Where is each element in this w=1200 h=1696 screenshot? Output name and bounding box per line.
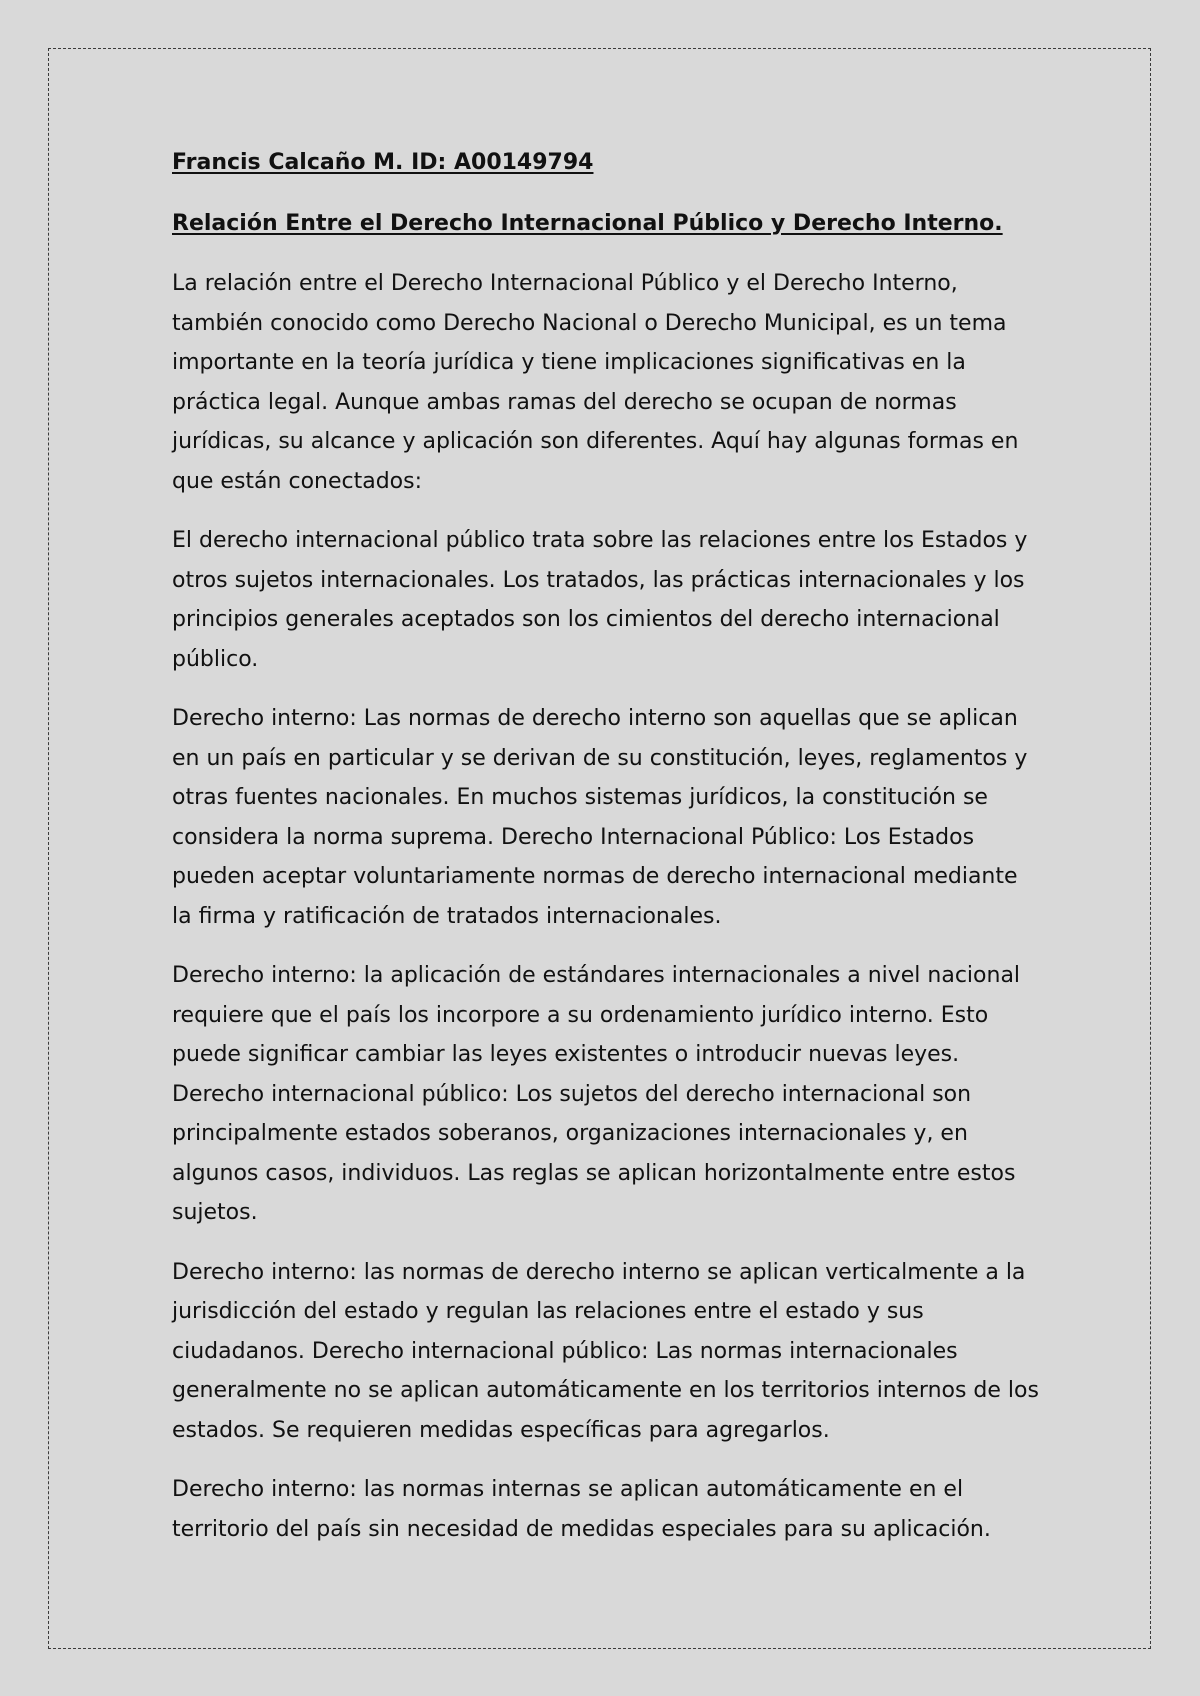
paragraph-intro: La relación entre el Derecho Internacional Público y el Derecho Interno, también conocido como Derecho Nacional o Derecho Municipal, es un tema importante en la teoría jurídica y tiene implicaciones significativas en la práctica legal. Aunque ambas ramas del derecho se ocupan de normas jurídicas, su alcance y aplicación son diferentes. Aquí hay algunas formas en que están conectados: bbox=[172, 271, 1019, 494]
document-title: Relación Entre el Derecho Internacional Público y Derecho Interno. bbox=[172, 210, 1003, 236]
author-id-line: Francis Calcaño M. ID: A00149794 bbox=[172, 150, 594, 175]
paragraph-incorporation: Derecho interno: la aplicación de estándares internacionales a nivel nacional requiere que el país los incorpore a su ordenamiento jurídico interno. Esto puede significar cambiar las leyes existentes o introducir nuevas leyes. Derecho internacional público: Los sujetos del derecho internacional son principalmente estados soberanos, organizaciones internacionales y, en algunos casos, individuos. Las reglas se aplican horizontalmente entre estos sujetos. bbox=[172, 963, 1021, 1225]
document-body bbox=[172, 143, 1040, 1569]
paragraph-automatic-application: Derecho interno: las normas internas se aplican automáticamente en el territorio del país sin necesidad de medidas especiales para su aplicación. bbox=[172, 1477, 991, 1542]
paragraph-domestic-law-sources: Derecho interno: Las normas de derecho interno son aquellas que se aplican en un país en particular y se derivan de su constitución, leyes, reglamentos y otras fuentes nacionales. En muchos sistemas jurídicos, la constitución se considera la norma suprema. Derecho Internacional Público: Los Estados pueden aceptar voluntariamente normas de derecho internacional mediante la firma y ratificación de tratados internacionales. bbox=[172, 706, 1028, 929]
paragraph-international-law: El derecho internacional público trata sobre las relaciones entre los Estados y otros sujetos internacionales. Los tratados, las prácticas internacionales y los principios generales aceptados son los cimientos del derecho internacional público. bbox=[172, 528, 1028, 672]
paragraph-vertical-application: Derecho interno: las normas de derecho interno se aplican verticalmente a la jurisdicción del estado y regulan las relaciones entre el estado y sus ciudadanos. Derecho internacional público: Las normas internacionales generalmente no se aplican automáticamente en los territorios internos de los estados. Se requieren medidas específicas para agregarlos. bbox=[172, 1259, 1039, 1443]
